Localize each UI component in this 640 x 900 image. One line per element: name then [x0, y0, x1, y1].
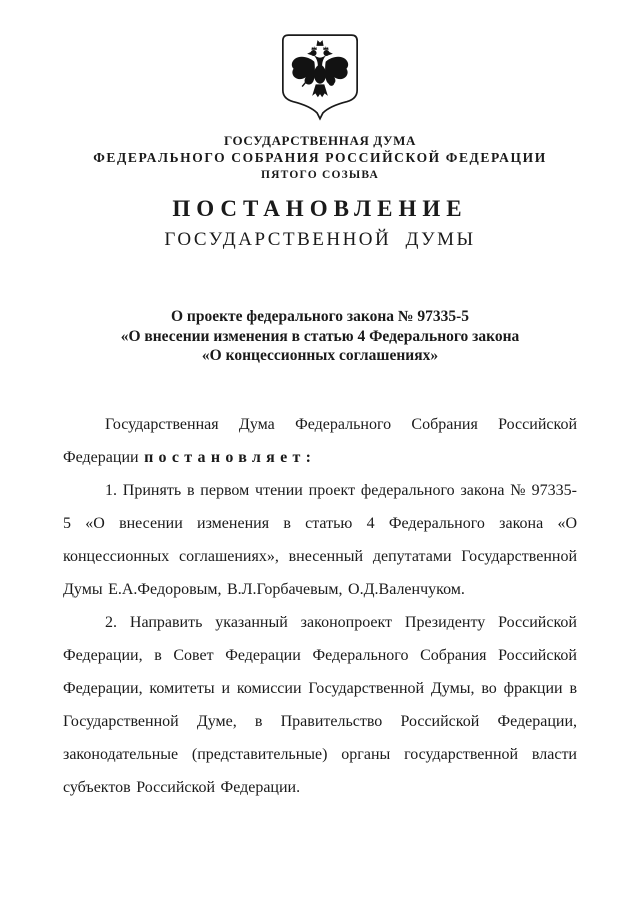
subject-line-1: О проекте федерального закона № 97335-5: [170, 308, 469, 325]
intro-verb: постановляет:: [144, 448, 317, 466]
org-name-line1: ГОСУДАРСТВЕННАЯ ДУМА: [223, 133, 417, 148]
resolution-item-2: 2. Направить указанный законопроект Президенту Российской Федерации, в Совет Федерации Федерального Собрания Российской Федерации, комитеты и комиссии Государственной Думы, во фракции в Государственной Думе, в Правительство Российской Федерации, законодательные (представительные) органы государственной власти субъектов Российской Федерации.: [63, 613, 577, 796]
doc-type-subtitle: ГОСУДАРСТВЕННОЙ ДУМЫ: [164, 229, 476, 250]
subject-line-3: «О концессионных соглашениях»: [201, 347, 439, 364]
subject-line-2: «О внесении изменения в статью 4 Федерального закона: [120, 327, 520, 345]
intro-paragraph: [63, 408, 577, 474]
document-header: [0, 0, 640, 251]
intro-text: Государственная Дума Федерального Собрания Российской Федерации: [63, 415, 577, 466]
russia-coat-of-arms-icon: [277, 33, 363, 123]
resolution-body: [63, 408, 577, 804]
org-convocation: ПЯТОГО СОЗЫВА: [260, 169, 380, 181]
doc-type-title: ПОСТАНОВЛЕНИЕ: [172, 196, 468, 221]
org-name-line2: ФЕДЕРАЛЬНОГО СОБРАНИЯ РОССИЙСКОЙ ФЕДЕРАЦИИ: [93, 150, 547, 165]
resolution-item-1: 1. Принять в первом чтении проект федерального закона № 97335-5 «О внесении изменения в статью 4 Федерального закона «О концессионных соглашениях», внесенный депутатами Государственной Думы Е.А.Федоровым, В.Л.Горбачевым, О.Д.Валенчуком.: [63, 481, 577, 598]
resolution-subject: [0, 307, 640, 366]
